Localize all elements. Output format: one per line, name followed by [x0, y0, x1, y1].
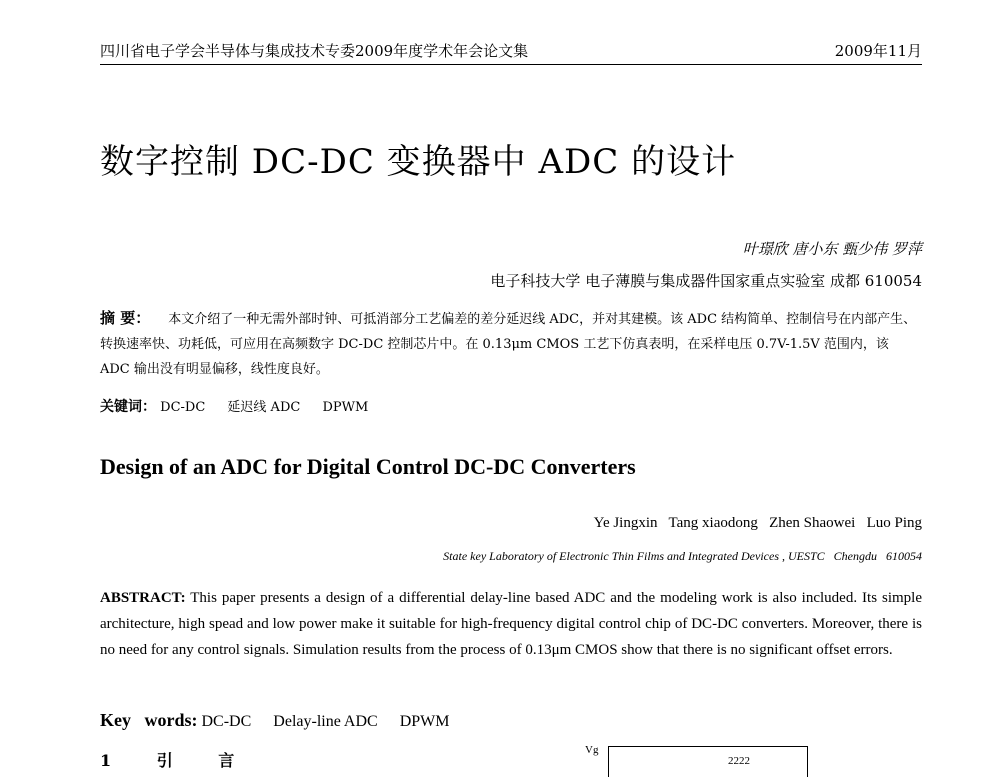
- keywords-en-label: Key words:: [100, 710, 198, 730]
- affiliation-cn: 电子科技大学 电子薄膜与集成器件国家重点实验室 成都 610054: [490, 272, 922, 290]
- figure-label-vg: Vg: [585, 744, 599, 756]
- keyword-en: DPWM: [399, 713, 450, 730]
- authors-cn: 叶璟欣 唐小东 甄少伟 罗萍: [742, 240, 922, 258]
- keyword-cn: DPWM: [322, 400, 369, 415]
- keywords-cn: [100, 396, 386, 416]
- figure-fragment-box: [608, 746, 808, 777]
- abstract-cn-label: 摘 要：: [100, 309, 151, 327]
- figure-fragment-text: 2222: [728, 755, 750, 767]
- keyword-en: DC-DC: [201, 713, 252, 730]
- abstract-cn: [100, 306, 922, 382]
- abstract-en-text: This paper presents a design of a differential delay-line based ADC and the modeling work is also included. Its simple architecture, high spead and low power make it suitable for high-frequency digital control chip of DC-DC converters. Moreover, there is no need for any control signals. Simulation results from the process of 0.13μm CMOS show that there is no significant offset errors.: [100, 590, 922, 658]
- affiliation-en: State key Laboratory of Electronic Thin Films and Integrated Devices , UESTC Chengdu 610054: [443, 549, 922, 563]
- keywords-cn-label: 关键词：: [100, 399, 156, 415]
- header-rule: [100, 64, 922, 65]
- running-header-proceedings: 四川省电子学会半导体与集成技术专委2009年度学术年会论文集: [100, 42, 529, 60]
- keyword-cn: DC-DC: [160, 400, 206, 415]
- running-header-date: 2009年11月: [834, 42, 922, 60]
- keyword-en: Delay-line ADC: [273, 713, 378, 730]
- paper-title-cn: 数字控制 DC-DC 变换器中 ADC 的设计: [100, 142, 737, 182]
- abstract-en-label: ABSTRACT:: [100, 590, 186, 606]
- section-heading-introduction: 1 引 言: [100, 751, 255, 770]
- abstract-en: [100, 585, 922, 663]
- keywords-en: [100, 710, 467, 731]
- paper-title-en: Design of an ADC for Digital Control DC-DC Converters: [100, 454, 636, 479]
- keyword-cn: 延迟线 ADC: [227, 400, 301, 415]
- authors-en: Ye Jingxin Tang xiaodong Zhen Shaowei Luo Ping: [593, 515, 922, 531]
- abstract-cn-text: 本文介绍了一种无需外部时钟、可抵消部分工艺偏差的差分延迟线 ADC，并对其建模。该 ADC 结构简单、控制信号在内部产生、转换速率快、功耗低，可应用在高频数字 DC-DC 控制芯片中。在 0.13μm CMOS 工艺下仿真表明，在采样电压 0.7V-1.5V 范围内，该 ADC 输出没有明显偏移，线性度良好。: [100, 312, 917, 377]
